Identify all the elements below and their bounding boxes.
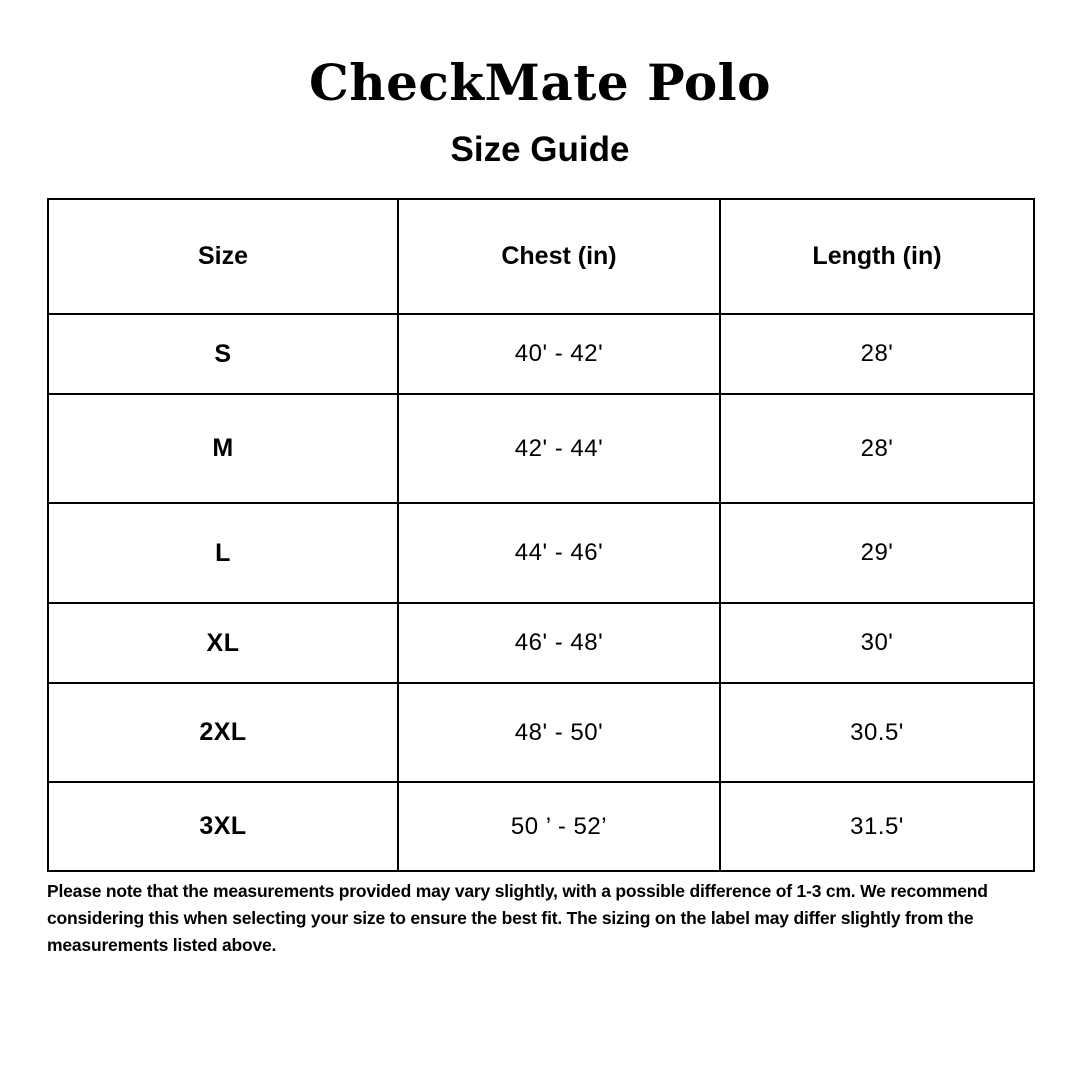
length-cell: 28' (720, 394, 1034, 503)
size-cell: L (48, 503, 398, 603)
chest-cell: 42' - 44' (398, 394, 720, 503)
chest-cell: 46' - 48' (398, 603, 720, 683)
size-cell: M (48, 394, 398, 503)
size-cell: 3XL (48, 782, 398, 871)
table-row (48, 603, 1034, 683)
size-cell: S (48, 314, 398, 394)
chest-cell: 44' - 46' (398, 503, 720, 603)
table-header-row (48, 199, 1034, 314)
table-row (48, 314, 1034, 394)
column-header-length: Length (in) (720, 199, 1034, 314)
table-row (48, 394, 1034, 503)
size-guide-table (47, 198, 1035, 872)
size-cell: XL (48, 603, 398, 683)
measurement-disclaimer: Please note that the measurements provided may vary slightly, with a possible difference of 1-3 cm. We recommend considering this when selecting your size to ensure the best fit. The sizing on the label may differ slightly from the measurements listed above. (47, 881, 988, 955)
length-cell: 28' (720, 314, 1034, 394)
table-row (48, 782, 1034, 871)
table-row (48, 503, 1034, 603)
chest-cell: 40' - 42' (398, 314, 720, 394)
length-cell: 30' (720, 603, 1034, 683)
size-cell: 2XL (48, 683, 398, 782)
length-cell: 31.5' (720, 782, 1034, 871)
length-cell: 30.5' (720, 683, 1034, 782)
page-title: CheckMate Polo (308, 53, 772, 112)
chest-cell: 48' - 50' (398, 683, 720, 782)
column-header-chest: Chest (in) (398, 199, 720, 314)
column-header-size: Size (48, 199, 398, 314)
table-row (48, 683, 1034, 782)
chest-cell: 50 ’ - 52’ (398, 782, 720, 871)
page-subtitle: Size Guide (450, 130, 630, 169)
length-cell: 29' (720, 503, 1034, 603)
